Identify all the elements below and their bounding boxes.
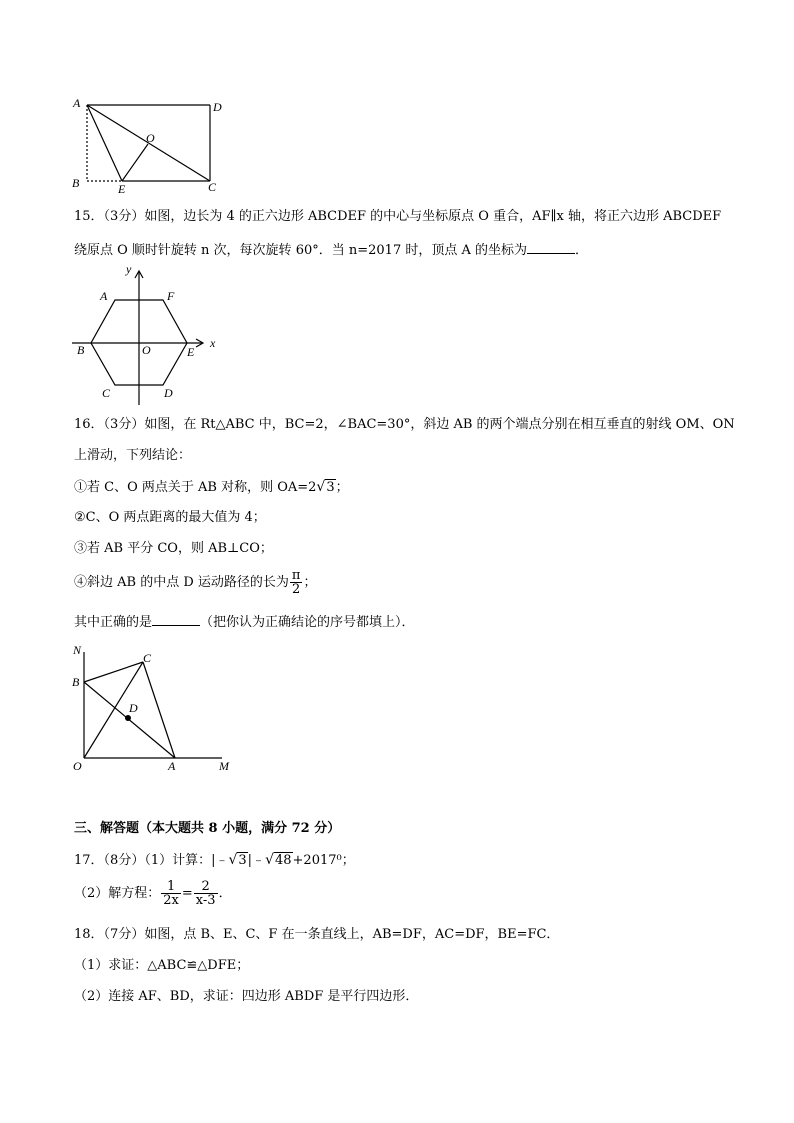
q16-c1-radicand: 3: [326, 480, 335, 495]
q16-conclusion-2: ②C、O 两点距离的最大值为 4；: [74, 510, 266, 525]
label-y: y: [126, 262, 132, 276]
fraction-numerator: 2: [194, 880, 218, 894]
q16-conclusion-4: [74, 569, 316, 596]
q18-line1: 18．（7分）如图，点 B、E、C、F 在一条直线上，AB=DF，AC=DF，BE=FC．: [74, 927, 560, 942]
segment-eo: [122, 144, 148, 181]
fraction-denominator: 2: [292, 582, 301, 597]
q15-answer-blank: [527, 240, 575, 254]
point-d: [125, 715, 131, 721]
q17-p1-text: 17．（8分）（1）计算：|﹣: [74, 853, 229, 868]
label-e: E: [187, 345, 195, 359]
label-e: E: [118, 182, 126, 196]
q15-line2-end: ．: [575, 243, 589, 258]
label-o: O: [73, 759, 82, 773]
q16-c4-end: ；: [303, 575, 317, 590]
q17-radicand-2: 48: [274, 853, 292, 868]
q16-answer-end: （把你认为正确结论的序号都填上）．: [200, 615, 415, 630]
label-x: x: [210, 336, 216, 350]
label-b: B: [77, 343, 85, 357]
fraction-numerator: 1: [161, 880, 181, 894]
fraction-pi-over-2: [290, 569, 303, 596]
label-c: C: [208, 180, 217, 194]
q16-answer-line: [74, 612, 415, 632]
label-c: C: [102, 386, 111, 400]
label-c: C: [143, 651, 152, 665]
label-m: M: [219, 759, 229, 773]
fraction-denominator: 2x: [163, 893, 179, 908]
q16-conclusion-1: [74, 478, 349, 497]
equals-sign: =: [181, 886, 193, 901]
label-b: B: [72, 176, 80, 190]
label-a: A: [100, 289, 108, 303]
segment-bc: [84, 662, 143, 682]
q17-radicand-1: 3: [238, 853, 247, 868]
fraction-denominator: x-3: [195, 893, 216, 908]
q17-p2-end: ．: [218, 886, 232, 901]
label-a: A: [73, 96, 81, 110]
q16-conclusion-3: ③若 AB 平分 CO，则 AB⊥CO；: [74, 541, 273, 556]
label-d: D: [213, 100, 222, 114]
q16-answer-blank: [152, 612, 200, 626]
label-a: A: [168, 759, 176, 773]
sqrt-symbol: √: [316, 479, 326, 495]
q16-line2: 上滑动，下列结论：: [74, 448, 192, 463]
q17-part1: [74, 851, 355, 870]
q16-line1: 16．（3分）如图，在 Rt△ABC 中，BC=2，∠BAC=30°，斜边 AB 的两个端点分别在相互垂直的射线 OM、ON: [74, 417, 735, 432]
fraction-2-over-x-3: [194, 880, 218, 907]
segment-ca: [143, 662, 175, 758]
q17-part2: [74, 880, 232, 907]
q16-answer-text: 其中正确的是: [74, 615, 153, 630]
label-d: D: [164, 386, 173, 400]
q15-line1: 15．（3分）如图，边长为 4 的正六边形 ABCDEF 的中心与坐标原点 O 重合，AF∥x 轴，将正六边形 ABCDEF: [74, 209, 722, 224]
fraction-1-over-2x: [161, 880, 181, 907]
q16-c1-text: ①若 C、O 两点关于 AB 对称，则 OA=2: [74, 480, 317, 495]
section-heading: 三、解答题（本大题共 8 小题，满分 72 分）: [74, 821, 341, 836]
sqrt-symbol: √: [265, 852, 274, 868]
figure-right-triangle-rays: [0, 640, 794, 780]
q15-line2: [74, 240, 588, 260]
q17-p1-end: +2017⁰；: [292, 853, 355, 868]
q16-c1-end: ；: [335, 480, 349, 495]
label-o: O: [146, 131, 155, 145]
sqrt-symbol: √: [228, 852, 238, 868]
q17-p1-mid: |﹣: [247, 853, 266, 868]
fraction-numerator: π: [291, 568, 301, 583]
figure-hexagon: [0, 260, 794, 410]
label-d: D: [129, 701, 138, 715]
q18-line2: （1）求证：△ABC≌△DFE；: [74, 958, 250, 973]
q15-line2-text: 绕原点 O 顺时针旋转 n 次，每次旋转 60°．当 n=2017 时，顶点 A 的坐标为: [74, 243, 528, 258]
q17-p2-text: （2）解方程：: [74, 886, 161, 901]
label-n: N: [73, 643, 82, 657]
label-o: O: [142, 343, 151, 357]
q18-line3: （2）连接 AF、BD，求证：四边形 ABDF 是平行四边形．: [74, 989, 419, 1004]
label-f: F: [167, 289, 175, 303]
q16-c4-text: ④斜边 AB 的中点 D 运动路径的长为: [74, 575, 289, 590]
label-b: B: [72, 675, 80, 689]
